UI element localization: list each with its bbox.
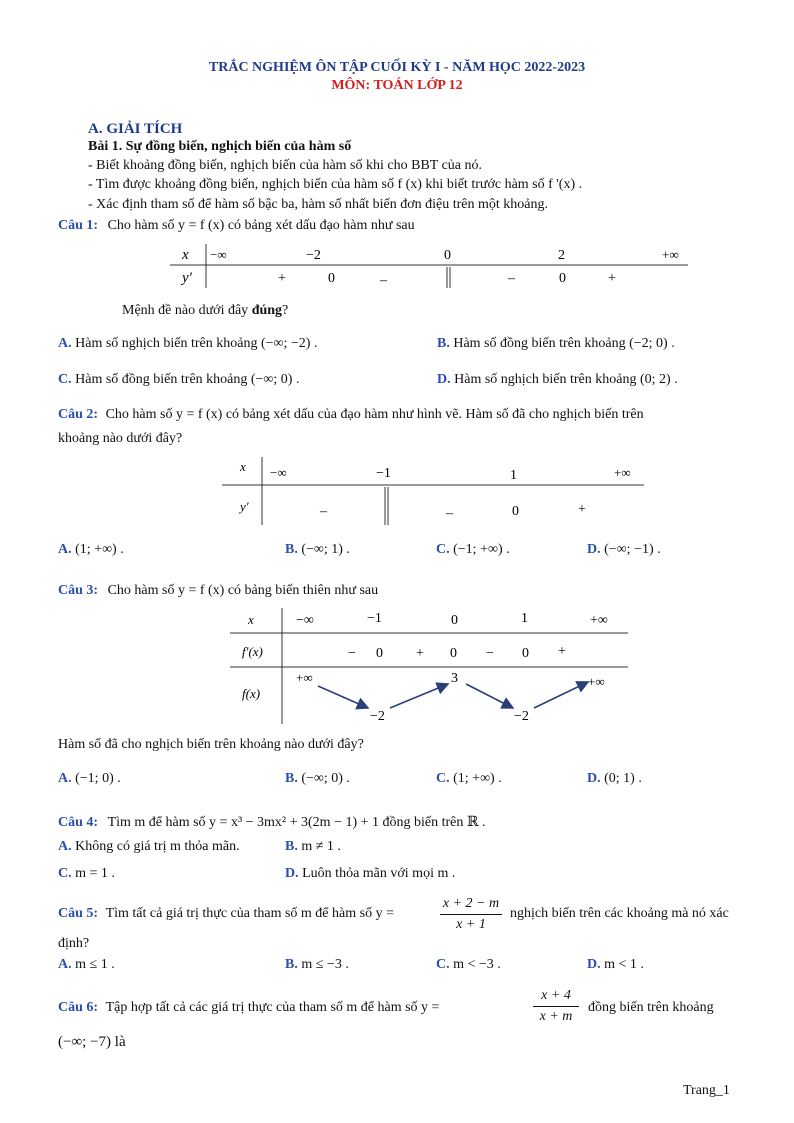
row-head-x: x <box>248 612 254 627</box>
decreasing-arrow <box>318 686 368 708</box>
option-d[interactable] <box>587 771 642 787</box>
option-d[interactable] <box>587 957 644 973</box>
question-3 <box>58 583 378 599</box>
option-text: (−1; +∞) . <box>453 542 510 557</box>
option-c[interactable] <box>436 542 510 558</box>
option-text: Hàm số đồng biến trên khoảng (−∞; 0) . <box>75 372 300 387</box>
sign: + <box>416 646 424 661</box>
option-key: C. <box>58 372 72 387</box>
sign: − <box>486 646 494 661</box>
f-value: +∞ <box>296 670 313 685</box>
x-value: +∞ <box>590 613 608 628</box>
sign: – <box>320 504 327 519</box>
sign-table-q1 <box>170 242 690 290</box>
question-text: Tìm m để hàm số y = x³ − 3mx² + 3(2m − 1) + 1 đồng biến trên ℝ . <box>107 815 486 830</box>
option-key: D. <box>437 372 451 387</box>
question-label: Câu 4: <box>58 815 99 830</box>
option-text: Luôn thỏa mãn với mọi m . <box>302 866 456 881</box>
option-key: A. <box>58 771 72 786</box>
option-b[interactable] <box>285 771 350 787</box>
row-head-f: f(x) <box>242 686 261 701</box>
option-key: A. <box>58 542 72 557</box>
prompt-emphasis: đúng <box>251 303 283 318</box>
sign: – <box>380 273 387 288</box>
sign: 0 <box>522 646 529 661</box>
option-b[interactable] <box>285 957 349 973</box>
question-label: Câu 6: <box>58 1000 99 1015</box>
section-heading: A. GIẢI TÍCH <box>88 121 183 137</box>
option-key: A. <box>58 839 72 854</box>
option-key: A. <box>58 336 72 351</box>
option-text: (−1; 0) . <box>75 771 121 786</box>
option-key: C. <box>436 542 450 557</box>
question-6-line2: (−∞; −7) là <box>58 1034 126 1050</box>
question-text: Cho hàm số y = f (x) có bảng xét dấu của đạo hàm như hình vẽ. Hàm số đã cho nghịch biến trên <box>105 407 644 422</box>
question-text: Cho hàm số y = f (x) có bảng xét dấu đạo hàm như sau <box>107 218 415 233</box>
option-key: B. <box>285 957 298 972</box>
question-label: Câu 5: <box>58 906 99 921</box>
f-value: +∞ <box>588 674 605 689</box>
question-label: Câu 3: <box>58 583 99 598</box>
variation-table-q3 <box>230 606 630 726</box>
option-text: m ≠ 1 . <box>301 839 341 854</box>
x-value: 0 <box>444 248 451 263</box>
sign: – <box>508 271 515 286</box>
option-text: m ≤ 1 . <box>75 957 115 972</box>
question-label: Câu 2: <box>58 407 99 422</box>
x-value: 1 <box>510 468 517 483</box>
prompt-text: ? <box>282 303 289 318</box>
sign-table-q2 <box>222 455 646 529</box>
question-5-line2: định? <box>58 936 90 951</box>
fraction-q6 <box>533 988 579 1025</box>
option-c[interactable] <box>58 866 115 882</box>
option-key: D. <box>587 957 601 972</box>
f-value: −2 <box>514 709 529 724</box>
increasing-arrow <box>390 684 448 708</box>
option-key: B. <box>285 771 298 786</box>
question-text: Cho hàm số y = f (x) có bảng biến thiên như sau <box>107 583 379 598</box>
option-key: D. <box>587 542 601 557</box>
sign: 0 <box>376 646 383 661</box>
option-text: Hàm số nghịch biến trên khoảng (0; 2) . <box>454 372 678 387</box>
fraction-numerator: x + 4 <box>533 988 579 1007</box>
option-c[interactable] <box>58 372 299 388</box>
row-head-x: x <box>240 459 246 474</box>
x-value: 0 <box>451 613 458 628</box>
question-text: Tìm tất cả giá trị thực của tham số m để hàm số y = <box>105 906 394 921</box>
option-text: m < 1 . <box>604 957 644 972</box>
sign: + <box>278 271 286 286</box>
question-label: Câu 1: <box>58 218 99 233</box>
sign: + <box>558 644 566 659</box>
sign: 0 <box>512 504 519 519</box>
option-key: D. <box>285 866 299 881</box>
option-text: Hàm số nghịch biến trên khoảng (−∞; −2) . <box>75 336 318 351</box>
option-text: Không có giá trị m thỏa mãn. <box>75 839 240 854</box>
q1-prompt <box>122 303 288 319</box>
question-2-line2: khoảng nào dưới đây? <box>58 431 183 446</box>
objective-2: - Tìm được khoảng đồng biến, nghịch biến của hàm số f (x) khi biết trước hàm số f '(x) . <box>88 177 583 192</box>
sign: − <box>348 646 356 661</box>
option-a[interactable] <box>58 542 124 558</box>
sign: – <box>446 506 453 521</box>
question-2 <box>58 407 644 423</box>
option-b[interactable] <box>285 839 341 855</box>
option-text: (−∞; −1) . <box>604 542 661 557</box>
f-value: −2 <box>370 709 385 724</box>
sign: 0 <box>328 271 335 286</box>
x-value: −1 <box>367 611 382 626</box>
option-key: C. <box>58 866 72 881</box>
increasing-arrow <box>534 682 588 708</box>
x-value: 2 <box>558 248 565 263</box>
x-value: +∞ <box>614 465 631 480</box>
option-text: m = 1 . <box>75 866 115 881</box>
lesson-title: Bài 1. Sự đồng biến, nghịch biến của hàm số <box>88 139 352 154</box>
x-value: −∞ <box>296 613 314 628</box>
option-key: B. <box>285 839 298 854</box>
option-c[interactable] <box>436 771 502 787</box>
fraction-denominator: x + 1 <box>456 917 486 932</box>
row-head-x: x <box>182 247 189 263</box>
option-a[interactable] <box>58 336 317 352</box>
question-6 <box>58 1000 439 1016</box>
x-value: −2 <box>306 248 321 263</box>
option-key: D. <box>587 771 601 786</box>
option-d[interactable] <box>285 866 455 882</box>
document-title: TRẮC NGHIỆM ÔN TẬP CUỐI KỲ I - NĂM HỌC 2022-2023 <box>208 60 586 75</box>
question-text-cont: đồng biến trên khoảng <box>588 1000 714 1015</box>
prompt-text: Mệnh đề nào dưới đây <box>122 303 252 318</box>
question-text-cont: nghịch biến trên các khoảng mà nó xác <box>510 906 729 921</box>
f-value: 3 <box>451 671 458 686</box>
row-head-y-prime: y′ <box>240 499 249 514</box>
option-text: (1; +∞) . <box>453 771 502 786</box>
option-text: (1; +∞) . <box>75 542 124 557</box>
sign: 0 <box>450 646 457 661</box>
question-4 <box>58 814 486 831</box>
option-text: Hàm số đồng biến trên khoảng (−2; 0) . <box>453 336 675 351</box>
option-text: (0; 1) . <box>604 771 642 786</box>
option-a[interactable] <box>58 839 240 855</box>
option-d[interactable] <box>437 372 678 388</box>
fraction-q5 <box>440 896 502 933</box>
decreasing-arrow <box>466 684 513 708</box>
subject-title: MÔN: TOÁN LỚP 12 <box>331 78 463 93</box>
option-key: C. <box>436 957 450 972</box>
question-1 <box>58 218 415 234</box>
option-text: m ≤ −3 . <box>301 957 349 972</box>
option-text: (−∞; 1) . <box>301 542 350 557</box>
option-d[interactable] <box>587 542 661 558</box>
page-number: Trang_1 <box>683 1083 730 1098</box>
question-5 <box>58 906 394 922</box>
option-text: m < −3 . <box>453 957 501 972</box>
option-key: B. <box>437 336 450 351</box>
option-b[interactable] <box>437 336 675 352</box>
objective-3: - Xác định tham số để hàm số bậc ba, hàm số nhất biến đơn điệu trên một khoảng. <box>88 197 548 212</box>
fraction-numerator: x + 2 − m <box>440 896 502 915</box>
x-value: +∞ <box>662 247 679 262</box>
question-3-prompt: Hàm số đã cho nghịch biến trên khoảng nào dưới đây? <box>58 737 364 752</box>
x-value: −∞ <box>210 247 227 262</box>
question-text: Tập hợp tất cả các giá trị thực của tham số m để hàm số y = <box>105 1000 440 1015</box>
option-a[interactable] <box>58 771 121 787</box>
fraction-denominator: x + m <box>539 1009 573 1024</box>
x-value: −∞ <box>270 465 287 480</box>
option-c[interactable] <box>436 957 501 973</box>
option-text: (−∞; 0) . <box>301 771 350 786</box>
option-a[interactable] <box>58 957 115 973</box>
option-key: B. <box>285 542 298 557</box>
row-head-y-prime: y′ <box>182 270 192 286</box>
x-value: −1 <box>376 466 391 481</box>
x-value: 1 <box>521 611 528 626</box>
sign: + <box>608 271 616 286</box>
sign: + <box>578 502 586 517</box>
row-head-f-prime: f′(x) <box>242 644 263 659</box>
objective-1: - Biết khoảng đồng biến, nghịch biến của hàm số khi cho BBT của nó. <box>88 158 483 173</box>
option-b[interactable] <box>285 542 350 558</box>
option-key: A. <box>58 957 72 972</box>
sign: 0 <box>559 271 566 286</box>
option-key: C. <box>436 771 450 786</box>
